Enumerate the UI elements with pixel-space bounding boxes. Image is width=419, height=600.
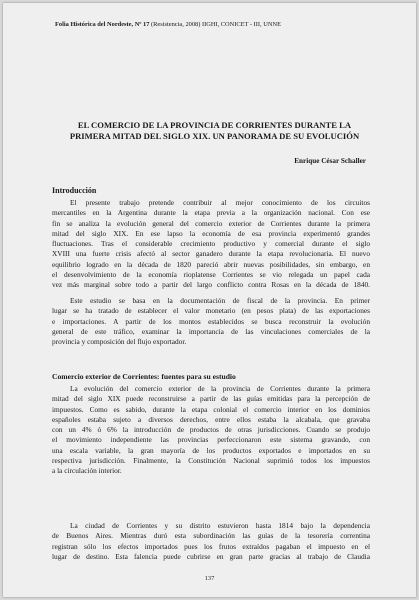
text-line: impuestos. Como es sabido, durante la etapa colonial el comercio interior en los dominios (52, 404, 370, 414)
section-paragraph-1 (52, 384, 370, 477)
title-line: PRIMERA MITAD DEL SIGLO XIX. UN PANORAMA DE SU EVOLUCIÓN (69, 131, 360, 141)
intro-paragraph-1 (52, 198, 370, 291)
section-paragraph-2 (52, 521, 370, 562)
text-line: el movimiento independiente las provincias perfeccionaron este sistema gravando, con (52, 435, 370, 445)
author-name: Enrique César Schaller (294, 157, 366, 165)
intro-paragraph-2 (52, 296, 370, 347)
text-line: registran sólo los efectos importados pues los frutos extraídos pagaban el impuesto en el (52, 541, 370, 551)
title-line: EL COMERCIO DE LA PROVINCIA DE CORRIENTES DURANTE LA (77, 120, 352, 130)
text-line: fin se analiza la evolución general del comercio exterior de Corrientes durante la primera (52, 218, 370, 228)
text-line: mitad del siglo XIX. En ese lapso la economía de esa provincia experimentó grandes (52, 228, 370, 238)
journal-details: (Resistencia, 2008) IIGHI, CONICET - III, UNNE (151, 21, 281, 28)
text-line: el desenvolvimiento de la economía rioplatense Corrientes se vio relegada un papel cada (52, 270, 370, 280)
text-line: general de este tráfico, examinar la importancia de las vinculaciones comerciales de la (52, 326, 370, 336)
journal-name: Folia Histórica del Nordeste, Nº 17 (55, 21, 150, 28)
text-line: fluctuaciones. Tras el considerable crecimiento productivo y comercial durante el siglo (52, 239, 370, 249)
document-page (3, 3, 416, 597)
text-line: La ciudad de Corrientes y su distrito estuvieron hasta 1814 bajo la dependencia (70, 521, 370, 530)
article-title (63, 120, 366, 142)
text-line: e importaciones. A partir de los montos establecidos se busca reconstruir la evolución (52, 316, 370, 326)
text-line: El presente trabajo pretende contribuir al mejor conocimiento de los circuitos (70, 198, 370, 207)
text-line: con un 4% ó 6% la introducción de productos de otras jurisdicciones. Cuando se produjo (52, 425, 370, 435)
text-line: Este estudio se basa en la documentación de fiscal de la provincia. En primer (70, 296, 370, 305)
text-line: equilibrio logrado en la década de 1820 pareció abrir nuevas posibilidades, sin embargo, en (52, 259, 370, 269)
text-line: lugar de destino. Esta falencia puede cubrirse en gran parte gracias al trabajo de Claudia (52, 551, 370, 561)
text-line: españoles estaba sujeto a diversos derechos, entre ellos estaba la alcabala, que gravaba (52, 414, 370, 424)
page-number: 137 (204, 575, 215, 582)
text-line: XVIII una fuerte crisis afectó al sector ganadero durante la etapa revolucionaria. El nuevo (52, 249, 370, 259)
text-line: vez más marginal sobre todo a partir del largo conflicto contra Rosas en la década de 1840. (52, 280, 370, 290)
text-line: a la circulación interior. (52, 466, 122, 476)
text-line: respectiva jurisdicción. Finalmente, la Constitución Nacional suprimió todos los impuestos (52, 456, 370, 466)
text-line: provincia y composición del flujo exportador. (52, 337, 187, 347)
running-header (55, 21, 385, 28)
intro-heading: Introducción (52, 186, 97, 195)
text-line: mitad del siglo XIX puede reconstruirse a partir de las guías emitidas para la percepción de (52, 394, 370, 404)
text-line: La evolución del comercio exterior de la provincia de Corrientes durante la primera (70, 384, 370, 393)
text-line: mercantiles en la Argentina durante la etapa previa a la organización nacional. Con ese (52, 208, 370, 218)
text-line: una escala variable, la gran mayoría de los productos exportados e importados en su (52, 445, 370, 455)
text-line: de Buenos Aires. Mientras duró esta subordinación las guías de la tesorería correntina (52, 531, 370, 541)
text-line: lugar se ha tratado de establecer el valor monetario (en pesos plata) de las exportaciones (52, 306, 370, 316)
section-heading: Comercio exterior de Corrientes: fuentes para su estudio (52, 372, 236, 381)
